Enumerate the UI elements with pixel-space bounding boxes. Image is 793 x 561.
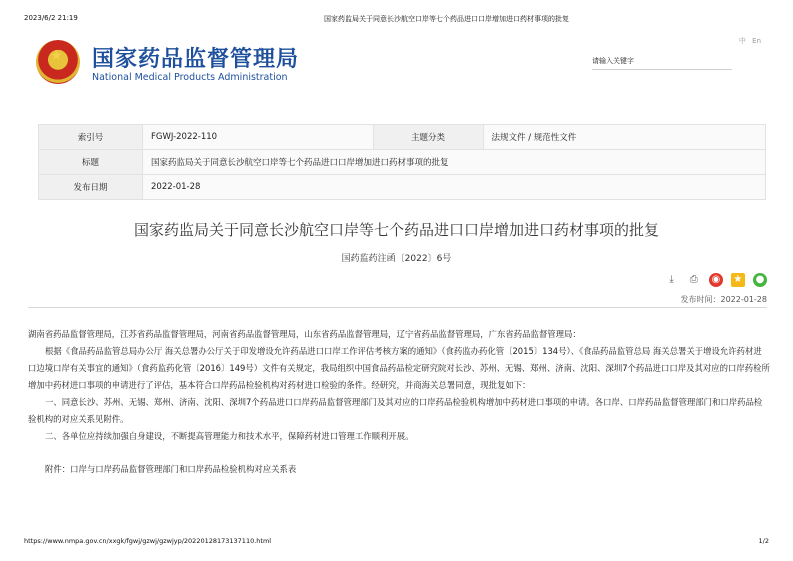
index-label: 索引号	[39, 125, 143, 150]
topic-value: 法规文件 / 规范性文件	[483, 125, 765, 150]
language-switcher	[735, 36, 761, 46]
date-label: 发布日期	[39, 175, 143, 200]
publish-time: 发布时间：2022-01-28	[680, 295, 767, 304]
paragraph-basis: 根据《食品药品监管总局办公厅 海关总署办公厅关于印发增设允许药品进口口岸工作评估考核方案的通知》（食药监办药化管〔2015〕134号）、《食品药品监管总局 海关总署关于增设允许药材进口边境口岸有关事宜的通知》（食药监药化管〔2016〕149号）文件有关规定，我局组织中国食品药品检定研究院对长沙、苏州、无锡、郑州、济南、沈阳、深圳7个药品进口口岸及其对应的口岸药检所增加中药材进口事项的申请进行了评估，基本符合口岸药品检验机构对药材进口检验的条件。经研究，并商海关总署同意，现批复如下：	[28, 346, 770, 390]
site-name-cn[interactable]: 国家药品监督管理局	[92, 47, 300, 72]
wechat-share-icon[interactable]: ●	[753, 273, 767, 287]
national-emblem-icon[interactable]: ★	[36, 40, 80, 84]
lang-en-link[interactable]: En	[752, 37, 761, 45]
lang-cn-link[interactable]: 中	[738, 37, 746, 45]
search-input[interactable]: 请输入关键字	[592, 56, 732, 70]
reply-item-2: 二、各单位应持续加强自身建设，不断提高管理能力和技术水平，保障药材进口管理工作顺利开展。	[45, 431, 414, 441]
title-value: 国家药监局关于同意长沙航空口岸等七个药品进口口岸增加进口药材事项的批复	[143, 150, 766, 175]
page-number: 1/2	[758, 537, 769, 545]
print-page-title: 国家药监局关于同意长沙航空口岸等七个药品进口口岸增加进口药材事项的批复	[324, 15, 569, 23]
print-footer	[24, 537, 769, 547]
document-title: 国家药监局关于同意长沙航空口岸等七个药品进口口岸增加进口药材事项的批复	[133, 221, 659, 239]
index-value: FGWJ-2022-110	[143, 125, 374, 150]
attachment-link[interactable]: 附件：口岸与口岸药品监督管理部门和口岸药品检验机构对应关系表	[45, 464, 297, 474]
document-meta-table	[38, 124, 766, 200]
print-datetime: 2023/6/2 21:19	[24, 14, 78, 22]
print-header	[24, 14, 769, 26]
page-url: https://www.nmpa.gov.cn/xxgk/fgwj/gzwj/gzwjyp/20220128173137110.html	[24, 537, 272, 545]
reply-item-1: 一、同意长沙、苏州、无锡、郑州、济南、沈阳、深圳7个药品进口口岸药品监督管理部门及其对应的口岸药品检验机构增加中药材进口事项的申请。各口岸、口岸药品监督管理部门和口岸药品检验机构的对应关系见附件。	[28, 397, 763, 424]
date-value: 2022-01-28	[143, 175, 766, 200]
title-label: 标题	[39, 150, 143, 175]
qzone-share-icon[interactable]: ★	[731, 273, 745, 287]
print-icon[interactable]: ⎙	[687, 273, 701, 287]
addressees: 湖南省药品监督管理局，江苏省药品监督管理局，河南省药品监督管理局，山东省药品监督管理局，辽宁省药品监督管理局，广东省药品监督管理局：	[28, 329, 581, 339]
site-masthead	[32, 34, 769, 90]
document-body	[28, 326, 770, 478]
topic-label: 主题分类	[373, 125, 483, 150]
share-toolbar	[662, 269, 767, 285]
document-number: 国药监药注函〔2022〕6号	[341, 254, 452, 264]
weibo-share-icon[interactable]: ◉	[709, 273, 723, 287]
site-name-en[interactable]: National Medical Products Administration	[92, 72, 288, 83]
divider	[28, 307, 767, 308]
download-icon[interactable]: ⤓	[665, 273, 679, 287]
